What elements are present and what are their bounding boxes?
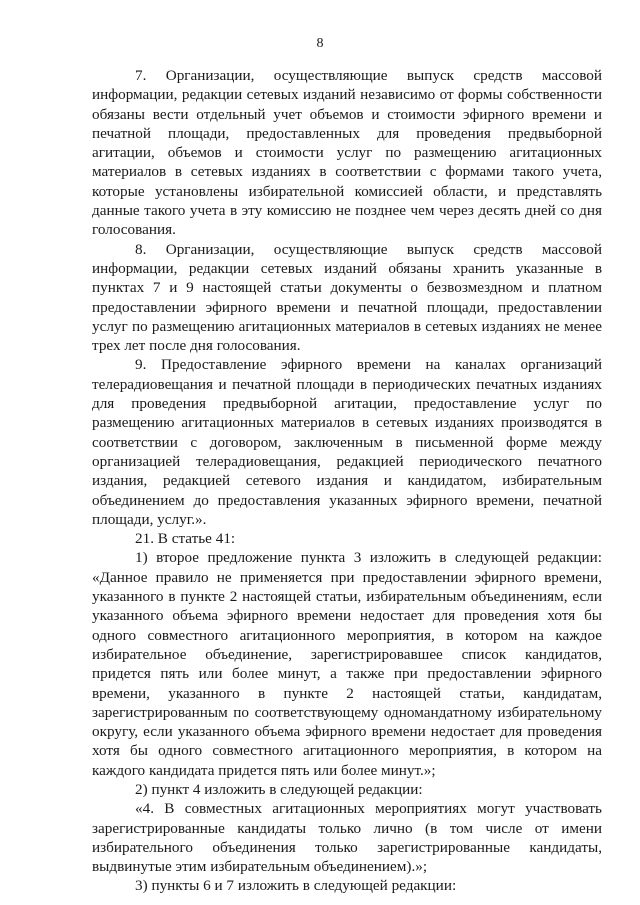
paragraph-new-item-4: «4. В совместных агитационных мероприятиях могут участвовать зарегистрированные кандидаты только лично (в том числе от имени избирательного объединения только зарегистрированные кандидаты, выдвинутые этим избирательным объединением).»; xyxy=(92,800,602,876)
paragraph-item-9: 9. Предоставление эфирного времени на каналах организаций телерадиовещания и печатной площади в периодических печатных изданиях для проведения предвыборной агитации, предоставление услуг по размещению агитационных материалов в сетевых изданиях производятся в соответствии с договором, заключенным в письменной форме между организацией телерадиовещания, редакцией периодического печатного издания, редакцией сетевого издания и кандидатом, избирательным объединением до предоставления указанных эфирного времени, печатной площади, услуг.». xyxy=(92,356,602,528)
paragraph-amendment-2: 2) пункт 4 изложить в следующей редакции: xyxy=(135,780,423,798)
page-number: 8 xyxy=(316,36,324,51)
paragraph-item-7: 7. Организации, осуществляющие выпуск средств массовой информации, редакции сетевых изданий независимо от формы собственности обязаны вести отдельный учет объемов и стоимости эфирного времени и печатной площади, предоставленных для проведения предвыборной агитации, объемов и стоимости услуг по размещению агитационных материалов в сетевых изданиях в соответствии с формами такого учета, которые установлены избирательной комиссией области, и представлять данные такого учета в эту комиссию не позднее чем через десять дней со дня голосования. xyxy=(92,67,602,239)
paragraph-amendment-3: 3) пункты 6 и 7 изложить в следующей редакции: xyxy=(135,877,457,895)
paragraph-item-8: 8. Организации, осуществляющие выпуск средств массовой информации, редакции сетевых изданий обязаны хранить указанные в пунктах 7 и 9 настоящей статьи документы о безвозмездном и платном предоставлении эфирного времени и печатной площади, предоставлении услуг по размещению агитационных материалов в сетевых изданиях не менее трех лет после дня голосования. xyxy=(92,240,602,355)
paragraph-amendment-1: 1) второе предложение пункта 3 изложить в следующей редакции: «Данное правило не применяется при предоставлении эфирного времени, указанного в пункте 2 настоящей статьи, избирательным объединениям, если указанного объема эфирного времени недостает для проведения хотя бы одного совместного агитационного мероприятия, в котором на каждое избирательное объединение, зарегистрировавшее список кандидатов, придется пять или более минут, а также при предоставлении эфирного времени, указанного в пункте 2 настоящей статьи, кандидатам, зарегистрированным по соответствующему одномандатному избирательному округу, если указанного объема эфирного времени недостает для проведения хотя бы одного совместного агитационного мероприятия, в котором на каждого кандидата придется пять или более минут.»; xyxy=(92,549,602,779)
paragraph-article-41-heading: 21. В статье 41: xyxy=(135,530,236,548)
document-body xyxy=(92,66,602,896)
